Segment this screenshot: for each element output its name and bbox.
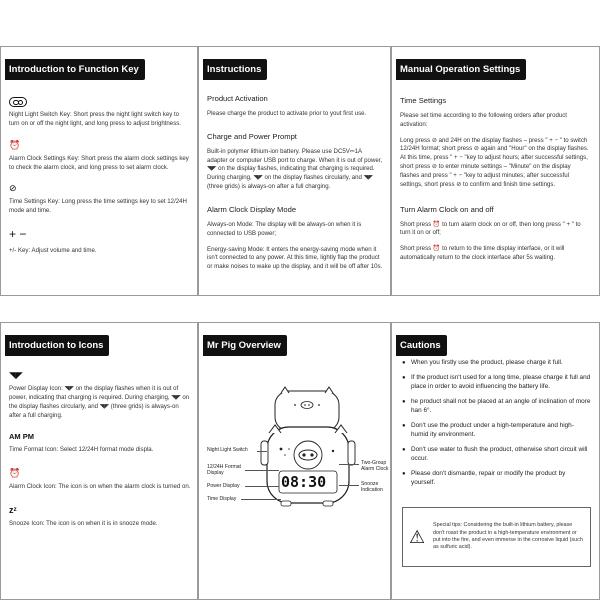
instructions-panel <box>198 46 391 296</box>
function-key-title: Introduction to Function Key <box>5 59 145 80</box>
function-key-body <box>9 95 191 262</box>
icons-body <box>9 369 191 536</box>
alarm-return-text: Short press ⏰ to return to the time display interface, or it will automatically return to the clock interface after 5s waiting. <box>400 245 565 262</box>
manual-settings-body <box>400 95 591 270</box>
cautions-list <box>402 359 591 494</box>
plus-minus-icon: + − <box>9 227 27 242</box>
display-mode-heading: Alarm Clock Display Mode <box>207 204 297 214</box>
time-format-text: Time Format Icon: Select 12/24H format mode displa. <box>9 446 154 454</box>
special-tip-text: Special tips: Considering the built-in lithium battery, please don't roast the product in a high-temperature environment or put into the fire, and even immerse in the corrosive liquid (such as sulfuric acid). <box>433 522 583 551</box>
always-on-text: Always-on Mode: The display will be always-on when it is connected to USB power; <box>207 220 362 237</box>
snooze-indication-label: Snooze Indication <box>361 481 383 494</box>
snooze-icon-text: Snooze Icon: The icon is on when it is in snooze mode. <box>9 519 158 527</box>
alarm-clock-icon: ⏰ <box>9 468 21 479</box>
check-circle-icon: ⊘ <box>9 183 17 194</box>
snooze-icon: zᶻ <box>9 504 17 515</box>
icons-panel <box>0 322 198 600</box>
time-settings-intro: Please set time according to the following orders after product activation: <box>400 112 567 128</box>
night-light-icon <box>9 95 191 108</box>
time-key-text: Time Settings Key: Long press the time settings key to set 12/24H mode and time. <box>9 198 187 215</box>
leader-line <box>339 485 359 486</box>
icons-title: Introduction to Icons <box>5 335 109 356</box>
am-pm-icon: AM PM <box>9 432 34 442</box>
manual-settings-panel <box>391 46 600 296</box>
time-display-label: Time Display <box>207 496 237 502</box>
energy-saving-text: Energy-saving Mode: It enters the energy-saving mode when it isn't connected to any power. At this time, lightly flap the product or make noises to wake up the display, and it will be off after 10s. <box>207 245 383 271</box>
caution-item: ● he product shall not be placed at an angle of inclination of more han 6°. <box>402 398 591 416</box>
power-display-label: Power Display <box>207 483 240 489</box>
leader-line <box>245 470 279 471</box>
charge-text: Built-in polymer lithium-ion battery. Please use DC5V⎓1A adapter or computer USB port to charge. When it is out of power, ◥◤ on the display flashes, indicating that charging is required. During charging, ◥◤ on the display flashes circularly, and ◥◤ (three grids) is always-on after a full charging. <box>207 147 383 191</box>
plus-minus-key-text: +/- Key: Adjust volume and time. <box>9 246 97 254</box>
instructions-title: Instructions <box>203 59 267 80</box>
caution-item: ● Don't use the product under a high-temperature and high-humid ity environment. <box>402 422 591 440</box>
night-light-key-text: Night Light Switch Key: Short press the night light switch key to turn on or off the night light, and long press to adjust brightness. <box>9 111 181 127</box>
activation-heading: Product Activation <box>207 94 268 103</box>
clock-screen-time: 08:30 <box>281 473 327 491</box>
leader-line <box>241 499 281 500</box>
alarm-key-text: Alarm Clock Settings Key: Short press the alarm clock settings key to check the alarm clock, and long press to set alarm clock. <box>9 154 189 171</box>
warning-icon: ⚠ <box>409 526 426 547</box>
charge-heading: Charge and Power Prompt <box>207 131 297 141</box>
overview-title: Mr Pig Overview <box>203 335 287 356</box>
instructions-body <box>207 93 384 279</box>
alarm-toggle-heading: Turn Alarm Clock on and off <box>400 204 494 214</box>
caution-item: ● Please don't dismantle, repair or modify the product by yourself. <box>402 470 591 488</box>
battery-icon: ◥◤ <box>9 370 23 380</box>
caution-item: ● When you firstly use the product, please charge it full. <box>402 359 591 368</box>
pig-clock-illustration <box>257 383 367 513</box>
time-settings-heading: Time Settings <box>400 96 447 105</box>
special-tip-box <box>402 507 591 567</box>
leader-line <box>245 486 279 487</box>
leader-line <box>257 451 267 452</box>
leader-line <box>339 464 359 465</box>
two-group-alarm-label: Two-Group Alarm Clock <box>361 460 389 473</box>
manual-settings-title: Manual Operation Settings <box>396 59 526 80</box>
alarm-icon-text: Alarm Clock Icon: The icon is on when the alarm clock is turned on. <box>9 483 191 491</box>
cautions-title: Cautions <box>396 335 447 356</box>
night-light-label: Night Light Switch <box>207 447 248 453</box>
alarm-clock-icon: ⏰ <box>9 139 21 150</box>
caution-item: ● If the product isn't used for a long time, please charge it full and place in order to avoid influencing the battery life. <box>402 374 591 392</box>
function-key-panel <box>0 46 198 296</box>
power-icon-text: Power Display Icon: ◥◤ on the display flashes when it is out of power, indicating that charging is required. During charging, ◥◤ on the display flashes circularly, and ◥◤ (three grids) is always-on after a full charging. <box>9 385 190 419</box>
activation-text: Please charge the product to activate prior to yout first use. <box>207 110 367 117</box>
format-display-label: 12/24H Format Display <box>207 464 241 477</box>
time-settings-steps: Long press ⊘ and 24H on the display flashes – press " + − " to switch 12/24H format; short press ⊘ again and "Hour" on the display flashes. At this time, press " + − "key to adjust hours; after successful settings, short press ⊘ to enter minute settings – "Minute" on the display flashes and press " + − "key to adjust minutes; after successful settings, short press ⊘ to confirm and finish time settings. <box>400 136 589 188</box>
caution-item: ● Don't use water to flush the product, otherwise short circuit will occur. <box>402 446 591 464</box>
overview-panel <box>198 322 391 600</box>
cautions-panel <box>391 322 600 600</box>
alarm-toggle-text: Short press ⏰ to turn alarm clock on or off, then long press " + " to turn it on or off; <box>400 220 581 237</box>
